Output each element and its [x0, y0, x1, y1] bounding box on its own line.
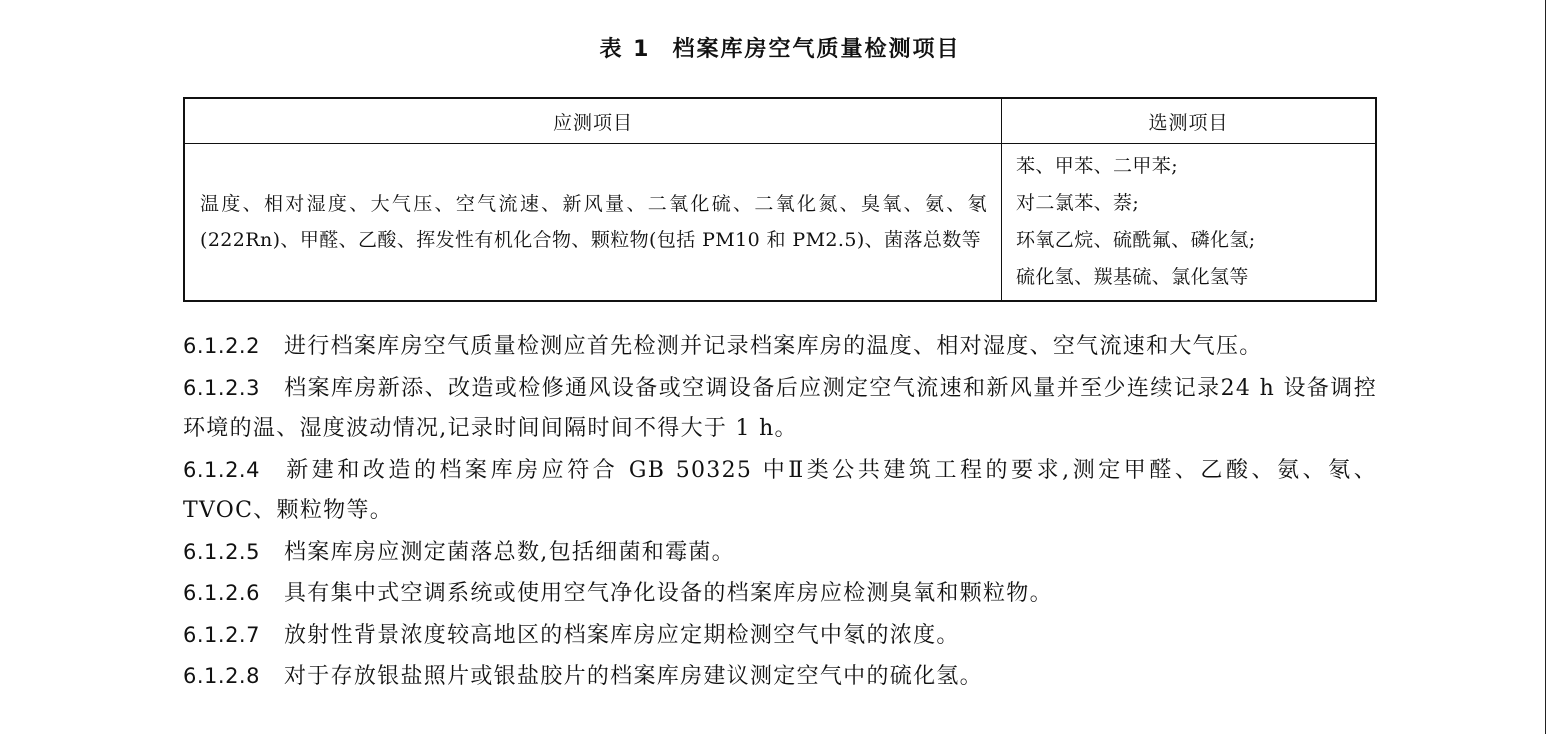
- optional-item: 硫化氢、羰基硫、氯化氢等: [1016, 266, 1249, 288]
- clause-text: 对于存放银盐照片或银盐胶片的档案库房建议测定空气中的硫化氢。: [283, 664, 983, 689]
- clause-6-1-2-4: [183, 450, 1377, 532]
- clause-number: 6.1.2.2: [183, 334, 260, 358]
- table-caption: [0, 32, 1548, 63]
- header-optional-items: 选测项目: [1002, 98, 1377, 144]
- clause-6-1-2-7: [183, 615, 1377, 657]
- page-edge-rule: [1545, 0, 1546, 734]
- clause-6-1-2-6: [183, 573, 1377, 615]
- clause-number: 6.1.2.8: [183, 664, 260, 688]
- clause-text: 进行档案库房空气质量检测应首先检测并记录档案库房的温度、相对湿度、空气流速和大气压。: [283, 334, 1263, 359]
- clause-number: 6.1.2.6: [183, 581, 260, 605]
- table-body-row: [184, 144, 1376, 302]
- clause-list: [183, 326, 1377, 698]
- optional-item: 苯、甲苯、二甲苯;: [1016, 155, 1179, 177]
- cell-required-items: [184, 144, 1002, 302]
- table-caption-text: 档案库房空气质量检测项目: [672, 37, 961, 62]
- required-items-text: 温度、相对湿度、大气压、空气流速、新风量、二氧化硫、二氧化氮、臭氧、氨、氡(222Rn)、甲醛、乙酸、挥发性有机化合物、颗粒物(包括 PM10 和 PM2.5)、菌落总数等: [200, 193, 987, 251]
- clause-text: 放射性背景浓度较高地区的档案库房应定期检测空气中氡的浓度。: [283, 622, 960, 648]
- air-quality-items-table: [183, 97, 1377, 302]
- clause-number: 6.1.2.5: [183, 539, 260, 564]
- header-required-items: 应测项目: [184, 98, 1002, 144]
- clause-number: 6.1.2.4: [183, 457, 260, 482]
- table-header-row: [184, 98, 1376, 144]
- clause-number: 6.1.2.7: [183, 622, 260, 647]
- clause-6-1-2-3: [183, 368, 1377, 450]
- clause-6-1-2-5: [183, 532, 1377, 574]
- clause-text: 档案库房新添、改造或检修通风设备或空调设备后应测定空气流速和新风量并至少连续记录24 h 设备调控环境的温、湿度波动情况,记录时间间隔时间不得大于 1 h。: [183, 375, 1377, 441]
- optional-item: 环氧乙烷、硫酰氟、磷化氢;: [1016, 229, 1256, 251]
- optional-items-list: [1002, 144, 1375, 300]
- optional-item: 对二氯苯、萘;: [1016, 192, 1140, 214]
- clause-6-1-2-8: [183, 656, 1377, 698]
- cell-optional-items: [1002, 144, 1377, 302]
- clause-text: 档案库房应测定菌落总数,包括细菌和霉菌。: [283, 539, 735, 565]
- clause-text: 新建和改造的档案库房应符合 GB 50325 中Ⅱ类公共建筑工程的要求,测定甲醛、乙酸、氨、氡、TVOC、颗粒物等。: [183, 457, 1377, 523]
- clause-text: 具有集中式空调系统或使用空气净化设备的档案库房应检测臭氧和颗粒物。: [283, 581, 1053, 606]
- table-caption-number: 表 1: [599, 37, 651, 62]
- clause-number: 6.1.2.3: [183, 375, 260, 400]
- clause-6-1-2-2: [183, 326, 1377, 368]
